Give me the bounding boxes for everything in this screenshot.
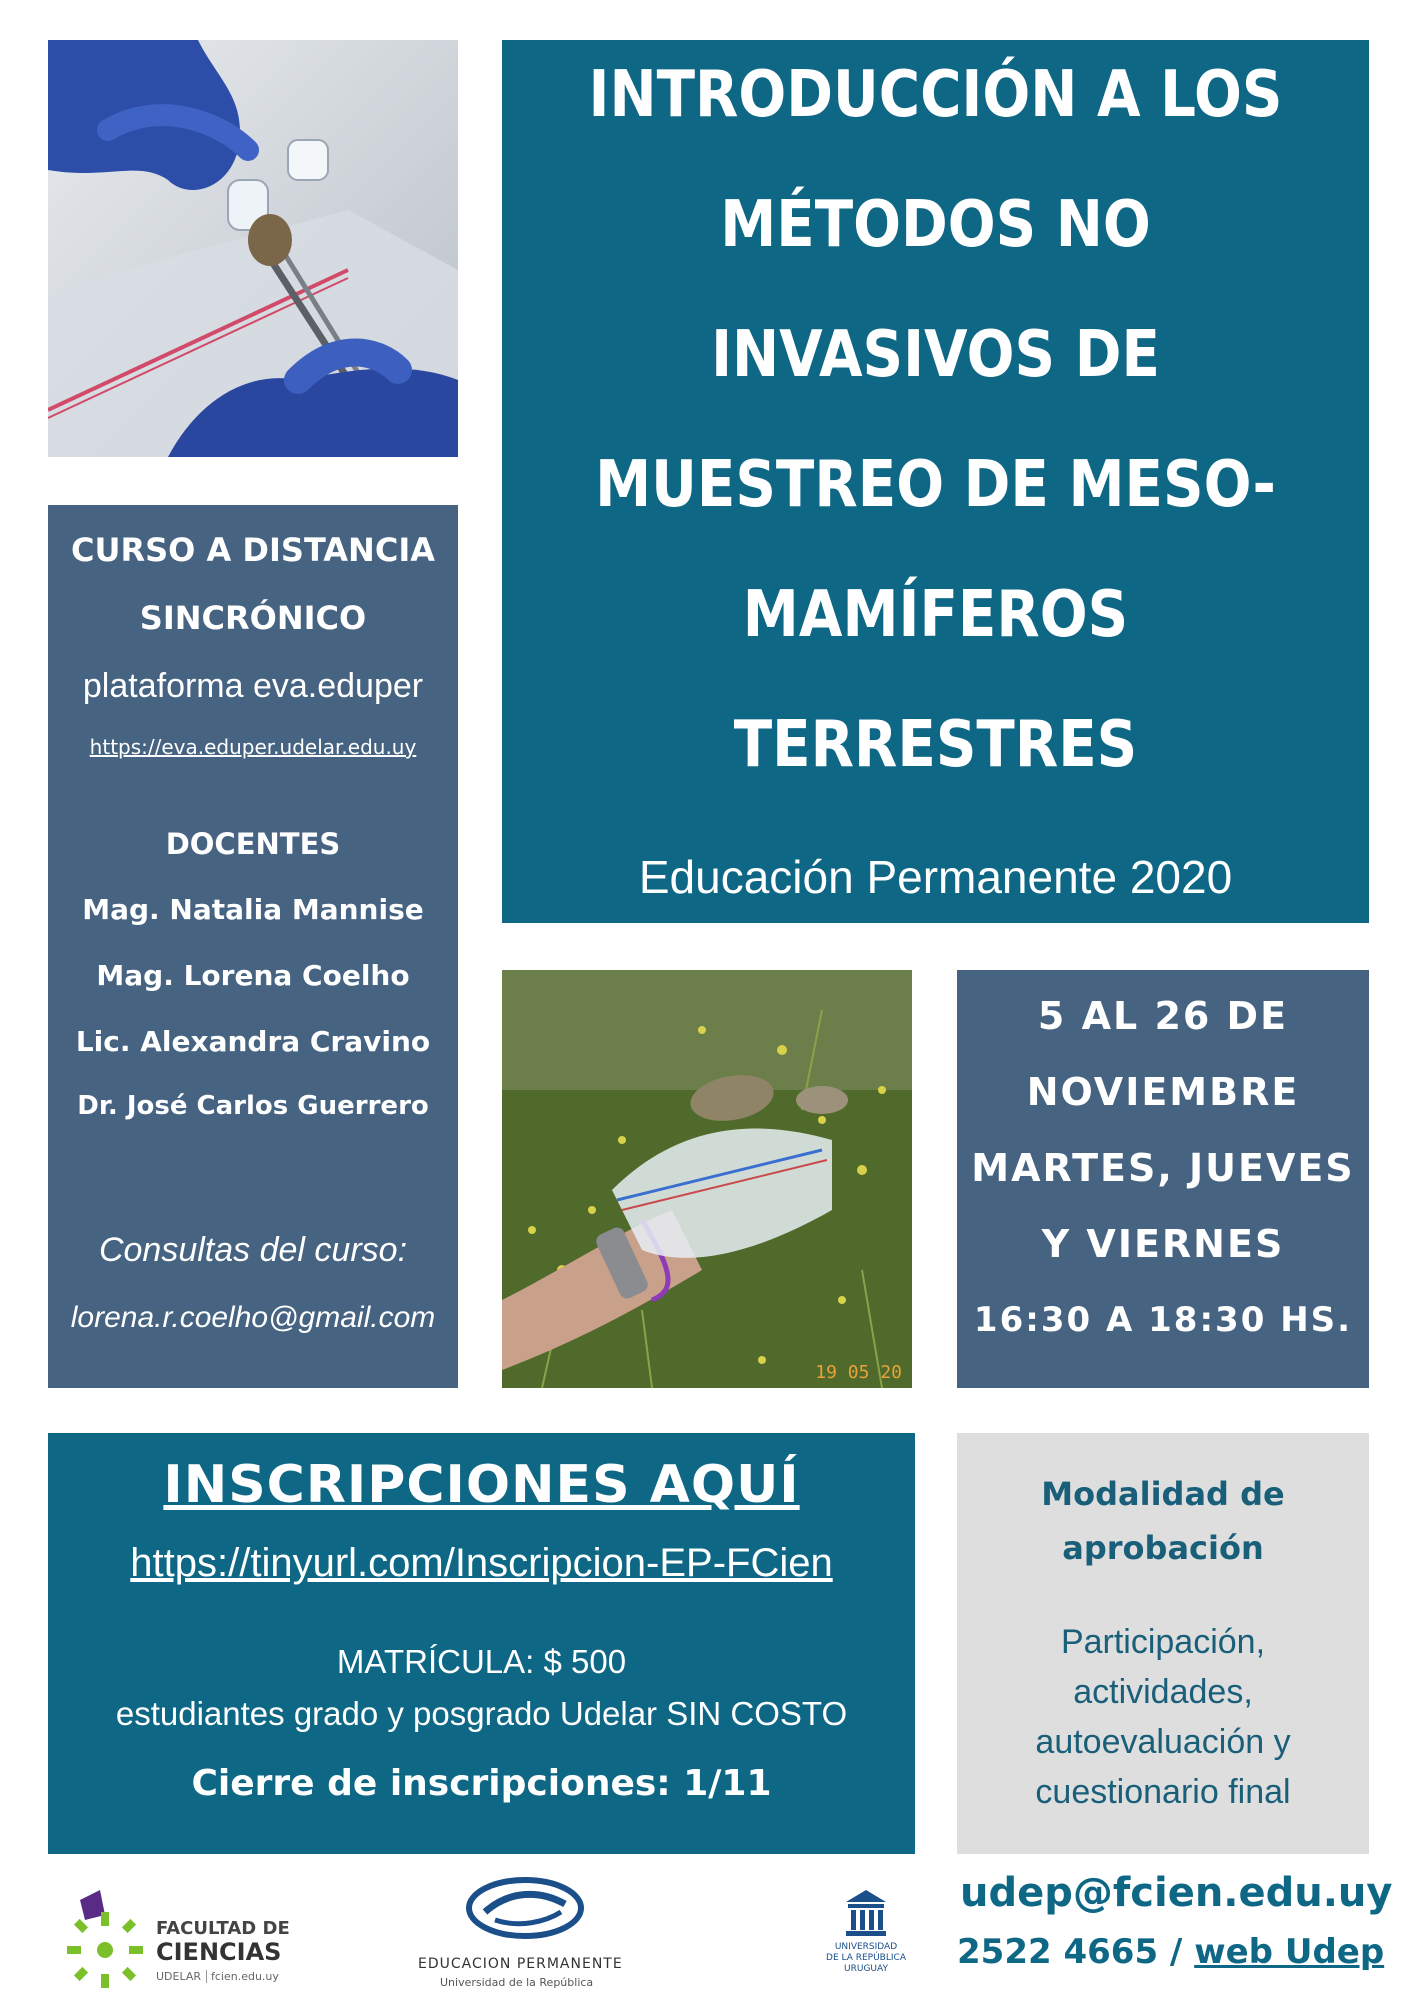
title-line-6: TERRESTRES	[733, 708, 1138, 782]
approval-item: actividades,	[1073, 1673, 1253, 1711]
platform-link[interactable]: https://eva.eduper.udelar.edu.uy	[89, 735, 417, 759]
registration-deadline: Cierre de inscripciones: 1/11	[191, 1763, 772, 1804]
teacher-item: Mag. Natalia Mannise	[82, 893, 424, 926]
registration-heading: INSCRIPCIONES AQUÍ	[163, 1455, 800, 1515]
title-subtitle: Educación Permanente 2020	[638, 851, 1233, 903]
course-info-panel	[48, 505, 458, 1388]
schedule-panel	[957, 970, 1369, 1388]
contact-phone: 2522 4665 /	[957, 1932, 1195, 1972]
sample-collection-image	[48, 40, 458, 457]
queries-email[interactable]: lorena.r.coelho@gmail.com	[70, 1301, 436, 1334]
approval-item: Participación,	[1060, 1623, 1266, 1661]
registration-fee: MATRÍCULA: $ 500	[336, 1643, 627, 1680]
title-line-2: MÉTODOS NO	[720, 188, 1151, 262]
universidad-logo-line3: URUGUAY	[844, 1964, 888, 1974]
schedule-dates: 5 AL 26 DE	[1037, 994, 1289, 1038]
educacion-logo-line1: EDUCACION PERMANENTE	[418, 1956, 623, 1972]
educacion-logo-line2: Universidad de la República	[440, 1976, 594, 1989]
facultad-ciencias-logo	[60, 1890, 300, 1990]
approval-heading-line1: Modalidad de	[1041, 1475, 1285, 1513]
schedule-days-line2: Y VIERNES	[1041, 1222, 1285, 1266]
title-line-3: INVASIVOS DE	[711, 318, 1160, 392]
schedule-hours: 16:30 A 18:30 HS.	[973, 1300, 1353, 1340]
educacion-permanente-logo	[410, 1870, 650, 1995]
teachers-heading: DOCENTES	[165, 827, 341, 861]
queries-label: Consultas del curso:	[98, 1231, 408, 1269]
educacion-permanente-emblem-icon	[465, 1870, 585, 1942]
platform-name: plataforma eva.eduper	[82, 667, 424, 705]
footer	[0, 1860, 1414, 2000]
registration-link[interactable]: https://tinyurl.com/Inscripcion-EP-FCien	[130, 1541, 833, 1585]
photo-sample-collection	[48, 40, 458, 457]
title-line-5: MAMÍFEROS	[742, 578, 1129, 652]
facultad-logo-web: fcien.edu.uy	[206, 1970, 279, 1983]
university-building-icon	[846, 1890, 886, 1936]
teacher-item: Dr. José Carlos Guerrero	[77, 1091, 429, 1121]
field-sample-image	[502, 970, 912, 1388]
facultad-logo-line1: FACULTAD DE	[156, 1918, 290, 1939]
approval-item: cuestionario final	[1035, 1773, 1291, 1811]
photo-date-stamp: 19 05 20	[815, 1362, 902, 1383]
facultad-logo-udelar: UDELAR	[156, 1970, 202, 1983]
title-line-1: INTRODUCCIÓN A LOS	[588, 58, 1283, 132]
universidad-logo-line2: DE LA REPÚBLICA	[826, 1953, 906, 1963]
teacher-item: Lic. Alexandra Cravino	[75, 1025, 431, 1058]
approval-item: autoevaluación y	[1035, 1723, 1291, 1761]
ciencias-emblem-icon	[60, 1890, 150, 1990]
schedule-month: NOVIEMBRE	[1026, 1070, 1300, 1114]
course-title-panel	[502, 40, 1369, 923]
course-mode-line1: CURSO A DISTANCIA	[71, 531, 435, 569]
approval-panel	[957, 1433, 1369, 1854]
registration-panel	[48, 1433, 915, 1854]
photo-field-sample	[502, 970, 912, 1388]
universidad-logo	[822, 1890, 922, 1995]
contact-email[interactable]: udep@fcien.edu.uy	[960, 1870, 1393, 1916]
title-line-4: MUESTREO DE MESO-	[595, 448, 1276, 522]
teacher-item: Mag. Lorena Coelho	[96, 959, 410, 992]
schedule-days-line1: MARTES, JUEVES	[971, 1146, 1355, 1190]
registration-free-note: estudiantes grado y posgrado Udelar SIN COSTO	[115, 1695, 848, 1732]
approval-heading-line2: aprobación	[1062, 1529, 1264, 1567]
universidad-logo-line1: UNIVERSIDAD	[834, 1942, 898, 1952]
contact-phone-line	[957, 1932, 1384, 1972]
facultad-logo-line2: CIENCIAS	[156, 1938, 282, 1966]
course-mode-line2: SINCRÓNICO	[139, 599, 367, 637]
web-udep-link[interactable]: web Udep	[1194, 1932, 1385, 1972]
